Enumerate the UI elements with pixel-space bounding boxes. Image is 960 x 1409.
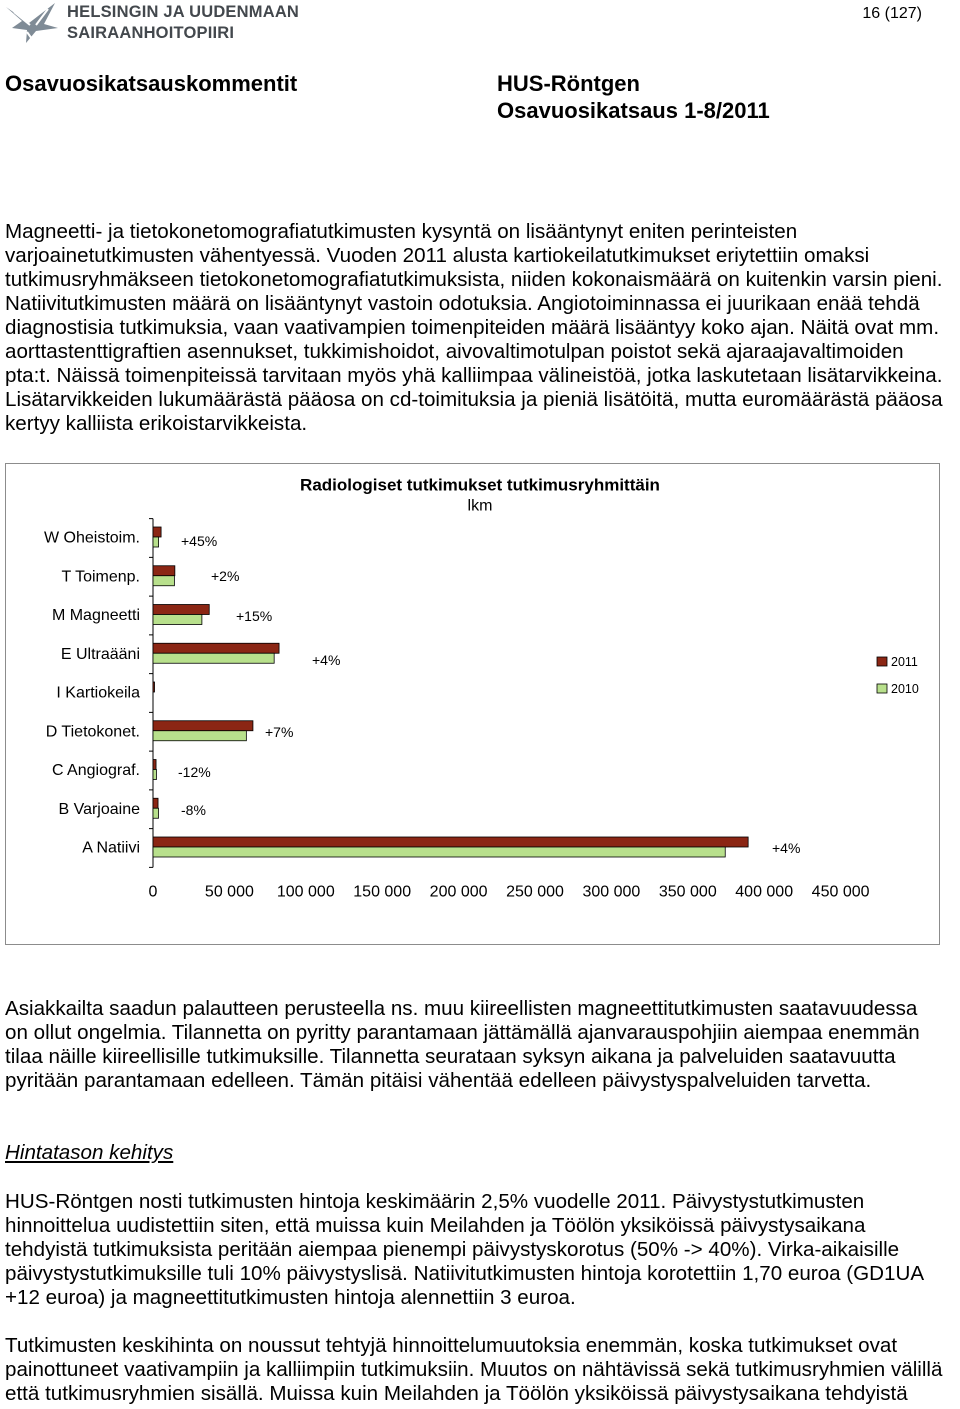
- bar-2011-3: [153, 643, 279, 653]
- text-line: tilaa näille kiireellisille tutkimuksille. Tilannetta seurataan syksyn aikana ja palveluiden saatavuutta: [5, 1045, 896, 1068]
- bar-2010-5: [153, 731, 246, 741]
- category-label: W Oheistoim.: [43, 529, 140, 547]
- text-line: päivystystutkimuksille tuli 10% päivystyslisä. Natiivitutkimusten hintoja korotettiin 1,70 euroa (GD1UA: [5, 1262, 925, 1285]
- text-line: pyritään parantamaan edelleen. Tämän pitäisi vähentää edelleen päivystyspalveluiden tarvetta.: [5, 1069, 872, 1092]
- text-line: että tutkimusryhmien sisällä. Muissa kuin Meilahden ja Töölön yksiköissä päivystysaikana tehdyistä: [5, 1382, 908, 1405]
- x-tick-label: 450 000: [811, 883, 870, 901]
- average-price-paragraph: [5, 1334, 942, 1406]
- legend-label: 2011: [891, 655, 918, 669]
- change-label: +45%: [181, 533, 218, 549]
- page-number: 16 (127): [862, 5, 922, 22]
- organization-logo-text: [67, 2, 299, 44]
- legend-swatch-2011: [877, 657, 887, 666]
- bar-2011-8: [153, 837, 748, 847]
- bar-2011-5: [153, 721, 253, 731]
- x-tick-label: 0: [148, 883, 158, 901]
- category-label: E Ultraääni: [60, 645, 140, 663]
- text-line: on ollut ongelmia. Tilannetta on pyritty parantamaan jättämällä ajanvarauspohjiin aiempaa enemmän: [5, 1021, 920, 1044]
- bar-2010-1: [153, 576, 174, 586]
- category-label: M Magneetti: [51, 607, 140, 624]
- text-line: hinnoittelua uudistettiin siten, että muissa kuin Meilahden ja Töölön yksiköissä päivystysaikana: [5, 1214, 866, 1237]
- pricing-paragraph: [5, 1190, 924, 1310]
- bird-icon: [5, 2, 59, 44]
- section-title: Osavuosikatsauskommentit: [5, 71, 298, 96]
- text-line: Natiivitutkimusten määrä on lisääntynyt vastoin odotuksia. Angiotoiminnassa ei juurikaan enää tehdä: [5, 292, 920, 315]
- text-line: Tutkimusten keskihinta on noussut tehtyjä hinnoittelumuutoksia enemmän, koska tutkimukset ovat: [5, 1334, 898, 1357]
- chart-title: Radiologiset tutkimukset tutkimusryhmittäin: [300, 475, 660, 495]
- text-line: tutkimusryhmäkseen tietokonetomografiatutkimuksista, niiden kokonaismäärä on kuitenkin varsin pieni.: [5, 268, 943, 291]
- text-line: +12 euroa) ja magneettitutkimusten hintoja alennettiin 3 euroa.: [5, 1286, 576, 1309]
- change-label: -8%: [181, 802, 206, 818]
- bar-2010-2: [153, 615, 202, 625]
- change-label: +4%: [772, 840, 801, 856]
- bar-2011-4: [153, 682, 155, 692]
- change-label: +15%: [236, 608, 273, 624]
- text-line: varjoainetutkimusten vähentyessä. Vuoden 2011 alusta kartiokeilatutkimukset eriytettiin omaksi: [5, 244, 870, 267]
- category-label: I Kartiokeila: [56, 684, 140, 702]
- x-tick-label: 300 000: [582, 883, 641, 901]
- text-line: kertyy kalliista erikoistarvikkeista.: [5, 412, 308, 435]
- x-tick-label: 400 000: [735, 883, 794, 901]
- feedback-paragraph: [5, 997, 920, 1093]
- logo-line-1: HELSINGIN JA UUDENMAAN: [67, 3, 300, 21]
- change-label: +7%: [265, 724, 294, 740]
- bar-2010-0: [153, 537, 159, 547]
- text-line: HUS-Röntgen nosti tutkimusten hintoja keskimäärin 2,5% vuodelle 2011. Päivystystutkimusten: [5, 1190, 865, 1213]
- category-label: T Toimenp.: [61, 568, 140, 586]
- bar-2011-7: [153, 798, 158, 808]
- text-line: Magneetti- ja tietokonetomografiatutkimusten kysyntä on lisääntynyt eniten perinteisten: [5, 220, 798, 243]
- text-line: Asiakkailta saadun palautteen perusteella ns. muu kiireellisten magneettitutkimusten saatavuudessa: [5, 997, 918, 1020]
- category-label: C Angiograf.: [51, 762, 140, 779]
- text-line: aorttastenttigraftien asennukset, tukkimishoidot, aivovaltimotulpan poistot sekä ajaraajavaltimoiden: [5, 340, 904, 363]
- pricing-heading: Hintatason kehitys: [5, 1141, 174, 1164]
- bar-2011-2: [153, 605, 209, 615]
- text-line: painottuneet vaativampiin ja kalliimpiin tutkimuksiin. Muutos on nähtävissä sekä tutkimusryhmien välillä: [5, 1358, 943, 1381]
- bar-2011-0: [153, 527, 161, 537]
- report-title: Osavuosikatsaus 1-8/2011: [497, 98, 770, 123]
- logo-line-2: SAIRAANHOITOPIIRI: [67, 24, 235, 42]
- text-line: pta:t. Näissä toimenpiteissä tarvitaan myös yhä kalliimpaa välineistöä, jotka laskutetaan lisätarvikkeina.: [5, 364, 943, 387]
- bar-2010-6: [153, 770, 156, 780]
- bar-2010-7: [153, 808, 159, 818]
- change-label: +2%: [211, 568, 240, 584]
- change-label: +4%: [312, 652, 341, 668]
- category-label: B Varjoaine: [58, 800, 140, 818]
- bar-2010-3: [153, 653, 274, 663]
- x-tick-label: 250 000: [506, 883, 564, 901]
- x-tick-label: 200 000: [429, 883, 488, 901]
- x-tick-label: 50 000: [204, 883, 254, 901]
- exam-groups-bar-chart: [0, 463, 960, 949]
- chart-frame: [6, 464, 940, 945]
- department-title: HUS-Röntgen: [497, 71, 640, 96]
- text-line: Lisätarvikkeiden lukumäärästä pääosa on cd-toimituksia ja pieniä lisätöitä, mutta euromäärästä pääosa: [5, 388, 943, 411]
- intro-paragraph: [5, 220, 943, 436]
- text-line: tehdyistä tutkimuksista peritään aiempaa pienempi päivystyskorotus (50% -> 40%). Virka-aikaisille: [5, 1238, 900, 1261]
- bar-2010-8: [153, 847, 725, 857]
- text-line: diagnostisia tutkimuksia, vaan vaativampien toimenpiteiden määrä lisääntyy koko ajan. Näitä ovat mm.: [5, 316, 940, 339]
- category-label: A Natiivi: [82, 839, 140, 857]
- bar-2011-6: [153, 760, 156, 770]
- chart-subtitle: lkm: [467, 497, 493, 515]
- legend-label: 2010: [891, 682, 919, 696]
- x-tick-label: 150 000: [353, 883, 412, 901]
- legend-swatch-2010: [877, 684, 887, 693]
- change-label: -12%: [178, 764, 211, 780]
- x-tick-label: 100 000: [276, 883, 335, 901]
- category-label: D Tietokonet.: [45, 723, 140, 741]
- bar-2011-1: [153, 566, 175, 576]
- x-tick-label: 350 000: [658, 883, 717, 901]
